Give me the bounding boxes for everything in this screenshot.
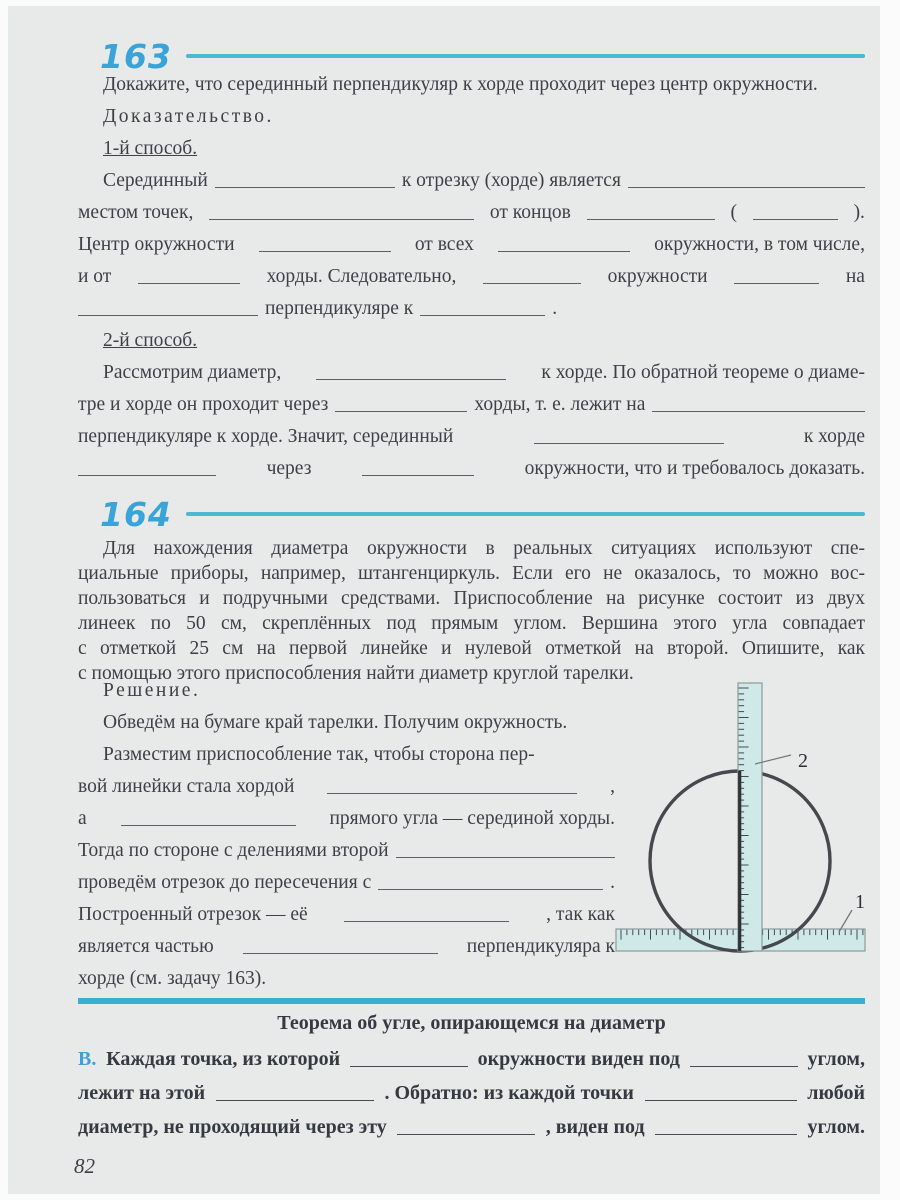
- text-segment: . Обратно: из каждой точки: [384, 1082, 634, 1104]
- exercise-163-heading: [100, 34, 865, 78]
- text-segment: а: [78, 808, 87, 829]
- answer-blank: [690, 1053, 798, 1067]
- page-number: 82: [74, 1154, 95, 1178]
- text-segment: Тогда по стороне с делениями второй: [78, 840, 389, 861]
- paragraph-line: с отметкой 25 см на первой линейке и нулевой отметкой на второй. Опишите, как: [78, 638, 865, 659]
- text-segment: вой линейки стала хордой: [78, 776, 295, 797]
- fill-in-line: [78, 426, 865, 458]
- fill-in-line: [78, 106, 865, 138]
- paragraph-line: циальные приборы, например, штангенциркуль. Если его не оказалось, то можно вос-: [78, 563, 865, 584]
- fill-in-line: [78, 394, 865, 426]
- text-segment: окружности, в том числе,: [654, 234, 865, 255]
- text-segment: к отрезку (хорде) является: [401, 170, 621, 191]
- fill-in-line: [78, 170, 865, 202]
- fill-in-line: [78, 872, 615, 904]
- text-segment: перпендикуляре к: [265, 298, 414, 319]
- text-segment: Докажите, что серединный перпендикуляр к хорде проходит через центр окружности.: [103, 74, 818, 95]
- text-segment: перпендикуляре к хорде. Значит, серединный: [78, 426, 454, 447]
- text-segment: Рассмотрим диаметр,: [103, 362, 282, 383]
- answer-blank: [498, 238, 630, 252]
- answer-blank: [344, 908, 509, 922]
- answer-blank: [420, 302, 545, 316]
- text-segment: (: [730, 202, 737, 223]
- text-segment: к хорде: [803, 426, 865, 447]
- text-segment: Обведём на бумаге край тарелки. Получим окружность.: [103, 712, 568, 733]
- heading-rule: [186, 512, 865, 516]
- text-segment: прямого угла — серединой хорды.: [329, 808, 615, 829]
- theorem-fill-in-text: [78, 1048, 865, 1150]
- answer-blank: [121, 812, 296, 826]
- text-segment: перпендикуляра к: [466, 936, 615, 957]
- text-segment: окружности виден под: [477, 1048, 680, 1070]
- answer-blank: [209, 206, 474, 220]
- text-segment: хорды, т. е. лежит на: [474, 394, 646, 415]
- answer-blank: [396, 844, 615, 858]
- answer-blank: [327, 780, 577, 794]
- fill-in-line: [78, 330, 865, 362]
- text-segment: Серединный: [103, 170, 208, 191]
- text-segment: лежит на этой: [78, 1082, 206, 1104]
- text-segment: , виден под: [545, 1116, 645, 1138]
- text-segment: окружности, что и требовалось доказать.: [524, 458, 865, 479]
- answer-blank: [316, 366, 506, 380]
- answer-blank: [138, 270, 240, 284]
- text-segment: Каждая точка, из которой: [106, 1048, 341, 1070]
- answer-blank: [350, 1053, 468, 1067]
- exercise-163-number: 163: [100, 36, 172, 76]
- heading-rule: [186, 54, 865, 58]
- text-segment: проведём отрезок до пересечения с: [78, 872, 372, 893]
- answer-blank: [378, 876, 603, 890]
- text-segment: Центр окружности: [78, 234, 235, 255]
- text-segment: 2-й способ.: [103, 330, 198, 351]
- text-segment: является частью: [78, 936, 214, 957]
- text-segment: , так как: [546, 904, 615, 925]
- text-segment: Доказательство.: [103, 106, 274, 127]
- answer-blank: [335, 398, 467, 412]
- text-segment: от концов: [489, 202, 571, 223]
- answer-blank: [587, 206, 715, 220]
- answer-blank: [483, 270, 581, 284]
- answer-blank: [734, 270, 819, 284]
- answer-blank: [652, 398, 865, 412]
- text-segment: от всех: [414, 234, 474, 255]
- answer-blank: [628, 174, 865, 188]
- answer-blank: [215, 174, 395, 188]
- answer-blank: [397, 1121, 535, 1135]
- exercise-164-problem-text: [78, 536, 865, 686]
- text-segment: В.: [78, 1048, 97, 1070]
- answer-blank: [534, 430, 724, 444]
- exercise-163-body: [78, 74, 865, 490]
- text-segment: .: [610, 872, 615, 893]
- answer-blank: [243, 940, 438, 954]
- answer-blank: [259, 238, 391, 252]
- paragraph-line: с помощью этого приспособления найти диаметр круглой тарелки.: [78, 663, 634, 684]
- fill-in-line: [78, 138, 865, 170]
- figure-canvas: [608, 670, 881, 970]
- fill-in-line: [78, 968, 615, 1000]
- text-segment: хорде (см. задачу 163).: [78, 968, 267, 989]
- text-segment: Разместим приспособление так, чтобы сторона пер-: [103, 744, 535, 765]
- fill-in-line: [78, 234, 865, 266]
- answer-blank: [78, 462, 216, 476]
- answer-blank: [78, 302, 258, 316]
- text-segment: окружности: [607, 266, 708, 287]
- paper-background: [8, 6, 880, 1194]
- text-segment: углом,: [807, 1048, 865, 1070]
- paragraph-line: линеек по 50 см, скреплённых под прямым углом. Вершина этого угла совпадает: [78, 613, 865, 634]
- theorem-title: Теорема об угле, опирающемся на диаметр: [277, 1012, 666, 1034]
- fill-in-line: [78, 712, 615, 744]
- text-segment: хорды. Следовательно,: [266, 266, 457, 287]
- fill-in-line: [78, 202, 865, 234]
- paragraph-line: Для нахождения диаметра окружности в реальных ситуациях используют спе-: [103, 538, 865, 559]
- fill-in-line: [78, 904, 615, 936]
- fill-in-line: [78, 1048, 865, 1082]
- text-segment: диаметр, не проходящий через эту: [78, 1116, 387, 1138]
- answer-blank: [753, 206, 838, 220]
- measurement-figure: [608, 670, 881, 970]
- fill-in-line: [78, 1082, 865, 1116]
- paragraph-line: пользоваться и подручными средствами. Приспособление на рисунке состоит из двух: [78, 588, 865, 609]
- text-segment: Построенный отрезок — её: [78, 904, 308, 925]
- exercise-164-number: 164: [100, 494, 172, 534]
- answer-blank: [645, 1087, 797, 1101]
- fill-in-line: [78, 744, 615, 776]
- text-segment: любой: [807, 1082, 865, 1104]
- fill-in-line: [78, 362, 865, 394]
- text-segment: через: [266, 458, 312, 479]
- text-segment: и от: [78, 266, 112, 287]
- fill-in-line: [78, 808, 615, 840]
- ruler-2-label: 2: [798, 750, 808, 772]
- text-segment: Решение.: [103, 680, 201, 701]
- exercise-164-heading: [100, 492, 865, 536]
- fill-in-line: [78, 458, 865, 490]
- fill-in-line: [78, 74, 865, 106]
- text-segment: тре и хорде он проходит через: [78, 394, 329, 415]
- fill-in-line: [78, 680, 615, 712]
- text-segment: местом точек,: [78, 202, 194, 223]
- fill-in-line: [78, 1116, 865, 1150]
- answer-blank: [216, 1087, 374, 1101]
- answer-blank: [362, 462, 474, 476]
- text-segment: к хорде. По обратной теореме о диаме-: [541, 362, 865, 383]
- fill-in-line: [78, 776, 615, 808]
- exercise-164-solution: [78, 680, 615, 1000]
- text-segment: ).: [853, 202, 865, 223]
- fill-in-line: [78, 298, 865, 330]
- answer-blank: [655, 1121, 797, 1135]
- ruler-1-label: 1: [855, 891, 865, 913]
- text-segment: 1-й способ.: [103, 138, 198, 159]
- fill-in-line: [78, 266, 865, 298]
- fill-in-line: [78, 936, 615, 968]
- text-segment: углом.: [807, 1116, 865, 1138]
- fill-in-line: [78, 840, 615, 872]
- text-segment: на: [845, 266, 865, 287]
- text-segment: .: [552, 298, 558, 319]
- theorem-box-rule: [78, 998, 865, 1004]
- text-segment: ,: [610, 776, 615, 797]
